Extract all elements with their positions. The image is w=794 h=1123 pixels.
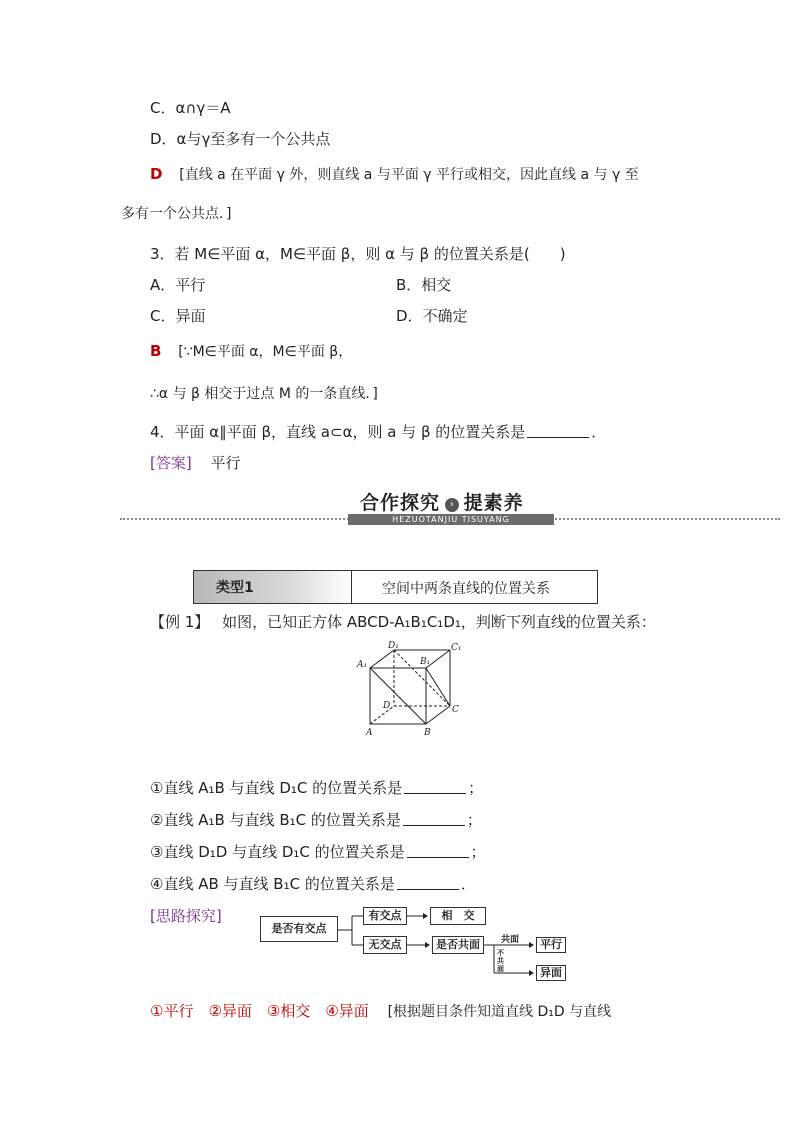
q2-explanation <box>150 164 639 184</box>
answers-text: ①平行 ②异面 ③相交 ④异面 <box>150 1002 369 1020</box>
banner-title <box>360 488 524 514</box>
answer-blank <box>397 888 459 890</box>
cube-edge-a1d1 <box>370 650 394 668</box>
answer-tag: [答案] <box>150 454 192 472</box>
item-3-suffix: ； <box>470 843 486 861</box>
answer-blank <box>527 436 589 438</box>
label-c: C <box>452 705 459 715</box>
line-a1b <box>370 668 426 724</box>
flow-not-coplanar-label: 不共面 <box>497 949 504 973</box>
banner-pinyin: HEZUOTANJIU TISUYANG <box>348 514 554 525</box>
q4-answer-text: 平行 <box>210 454 241 472</box>
answers-line <box>150 1000 611 1021</box>
item-4-suffix: ． <box>460 875 476 893</box>
thinking-tag: [思路探究] <box>150 907 222 925</box>
q3-option-b: B．相交 <box>396 276 452 294</box>
q3-option-a: A．平行 <box>150 276 206 294</box>
q4-stem-text: 4．平面 α∥平面 β，直线 a⊂α，则 a 与 β 的位置关系是 <box>150 423 526 441</box>
line-b1c <box>426 668 450 706</box>
q2-explanation-line2: 多有一个公共点．] <box>121 206 232 222</box>
example-stem <box>150 611 656 632</box>
label-d1: D₁ <box>388 641 399 651</box>
banner-title-a: 合作探究 <box>360 492 441 514</box>
flow-coplanar-label: 共面 <box>501 935 520 945</box>
label-c1: C₁ <box>451 643 462 653</box>
label-b1: B₁ <box>420 657 431 667</box>
answer-blank <box>407 856 469 858</box>
answer-blank <box>404 792 466 794</box>
item-1-text: ①直线 A₁B 与直线 D₁C 的位置关系是 <box>150 779 403 797</box>
q3-answer-letter: B <box>150 342 162 360</box>
q3-explanation <box>150 341 352 361</box>
flow-coplanar-q-box: 是否共面 <box>432 936 484 954</box>
q3-explanation-line1: [∵M∈平面 α，M∈平面 β， <box>178 344 353 360</box>
label-d: D <box>383 701 391 711</box>
flow-skew-box: 异面 <box>536 965 566 981</box>
example-text: 如图，已知正方体 ABCD-A₁B₁C₁D₁，判断下列直线的位置关系： <box>222 613 656 631</box>
q4-stem-suffix: ． <box>591 423 607 441</box>
q4-answer <box>150 452 241 473</box>
flow-intersect-box: 相 交 <box>430 907 486 925</box>
type-tag-label: 类型1 <box>216 580 254 596</box>
answer-blank <box>403 824 465 826</box>
flow-no-box: 无交点 <box>363 936 407 954</box>
type-title: 空间中两条直线的位置关系 <box>382 581 550 597</box>
q4-stem <box>150 421 606 442</box>
cube-figure <box>352 640 472 740</box>
q2-option-d: D．α与γ至多有一个公共点 <box>150 130 331 148</box>
example-item-1 <box>150 777 483 798</box>
flow-yes-box: 有交点 <box>363 907 407 925</box>
item-3-text: ③直线 D₁D 与直线 D₁C 的位置关系是 <box>150 843 405 861</box>
q3-explanation-line2: ∴α 与 β 相交于过点 M 的一条直线．] <box>150 386 378 402</box>
flow-chart <box>260 905 590 985</box>
q3-option-d: D．不确定 <box>396 307 468 325</box>
example-label: 【例 1】 <box>150 613 210 631</box>
item-2-suffix: ； <box>466 811 482 829</box>
item-1-suffix: ； <box>468 779 484 797</box>
label-a: A <box>366 728 373 738</box>
example-item-3 <box>150 841 486 862</box>
cube-edge-ad <box>370 706 394 724</box>
item-4-text: ④直线 AB 与直线 B₁C 的位置关系是 <box>150 875 395 893</box>
q2-option-c: C．α∩γ＝A <box>150 99 231 117</box>
banner-arrow-icon: › <box>445 498 459 512</box>
item-2-text: ②直线 A₁B 与直线 B₁C 的位置关系是 <box>150 811 401 829</box>
example-item-2 <box>150 809 482 830</box>
answers-explanation: [根据题目条件知道直线 D₁D 与直线 <box>387 1004 612 1020</box>
q2-answer-letter: D <box>150 165 163 183</box>
type-tag <box>194 571 352 603</box>
banner-title-b: 提素养 <box>463 492 524 514</box>
example-item-4 <box>150 873 476 894</box>
cube-edge-bc <box>426 706 450 724</box>
label-b: B <box>424 728 431 738</box>
q2-explanation-line1: [直线 a 在平面 γ 外，则直线 a 与平面 γ 平行或相交，因此直线 a 与 γ 至 <box>179 167 639 183</box>
flow-parallel-box: 平行 <box>536 937 566 953</box>
type-box <box>193 570 598 604</box>
flow-start-box: 是否有交点 <box>260 916 338 942</box>
q3-stem: 3．若 M∈平面 α，M∈平面 β，则 α 与 β 的位置关系是( ) <box>150 245 566 263</box>
q3-option-c: C．异面 <box>150 307 206 325</box>
label-a1: A₁ <box>357 660 368 670</box>
